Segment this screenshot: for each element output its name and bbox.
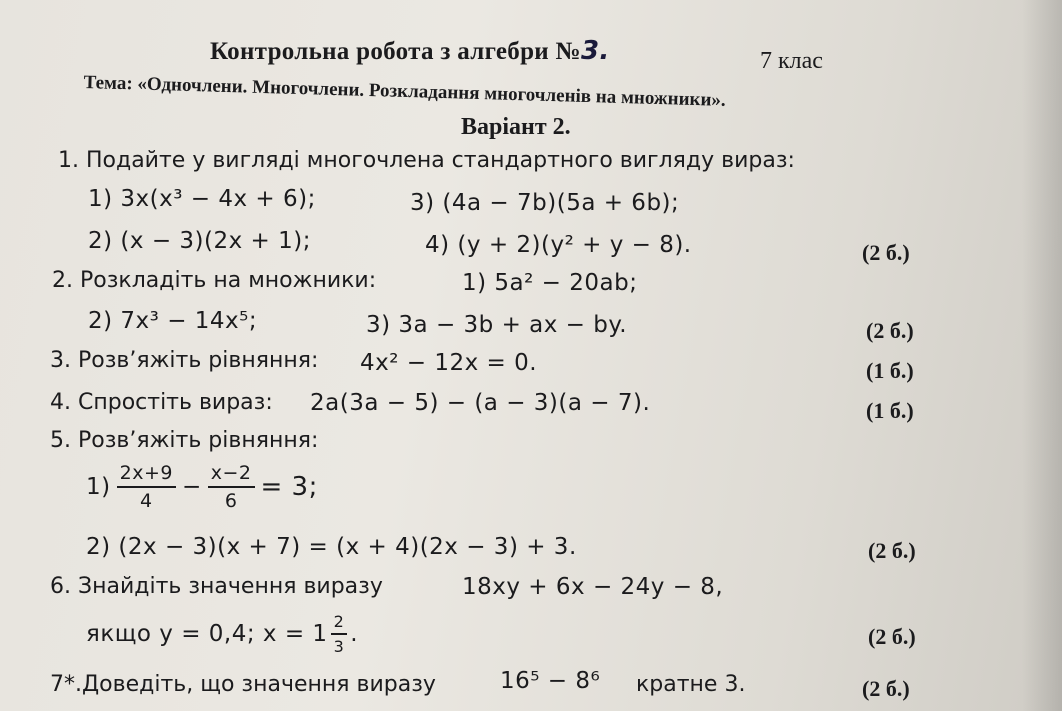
task-7-text: 7*.Доведіть, що значення виразу: [50, 672, 436, 697]
page-shadow: [1022, 0, 1062, 711]
task-6-fraction: [331, 612, 348, 656]
grade-label: 7 клас: [760, 48, 823, 74]
task-7-expr: 16⁵ − 8⁶: [500, 668, 601, 694]
task-2-item-2: 2) 7x³ − 14x⁵;: [88, 308, 258, 334]
task-4-points: (1 б.): [866, 398, 914, 423]
title-number: 3.: [580, 36, 610, 66]
task-4-expr: 2a(3a − 5) − (a − 3)(a − 7).: [310, 390, 651, 416]
task-5-fraction-2: [208, 462, 255, 512]
variant-heading: Варіант 2.: [461, 114, 571, 140]
fraction-2-denominator: 6: [224, 490, 238, 512]
task-1-item-3: 3) (4a − 7b)(5a + 6b);: [410, 190, 680, 216]
task-1-item-2: 2) (x − 3)(2x + 1);: [88, 228, 311, 254]
task-1-text: 1. Подайте у вигляді многочлена стандартного вигляду вираз:: [58, 148, 795, 173]
task-6-condition: [86, 612, 358, 656]
task-4-text: 4. Спростіть вираз:: [50, 390, 273, 415]
task-6-expr: 18xy + 6x − 24y − 8,: [462, 574, 724, 600]
task-1-item-4: 4) (y + 2)(y² + y − 8).: [425, 232, 692, 258]
task-6-fraction-denominator: 3: [333, 637, 345, 656]
task-2-text: 2. Розкладіть на множники:: [52, 268, 377, 293]
task-3-text: 3. Розв’яжіть рівняння:: [50, 348, 319, 373]
task-6-points: (2 б.): [868, 624, 916, 649]
topic-line: Тема: «Одночлени. Многочлени. Розкладання многочленів на множники».: [83, 72, 727, 111]
task-1-item-1: 1) 3x(x³ − 4x + 6);: [88, 186, 316, 212]
task-2-item-3: 3) 3a − 3b + ax − by.: [366, 312, 628, 338]
task-5-item-1-label: 1): [86, 474, 111, 500]
task-2-points: (2 б.): [866, 318, 914, 343]
task-7-points: (2 б.): [862, 676, 910, 701]
task-5-text: 5. Розв’яжіть рівняння:: [50, 428, 319, 453]
task-6-text: 6. Знайдіть значення виразу: [50, 574, 383, 599]
task-3-expr: 4x² − 12x = 0.: [360, 350, 538, 376]
minus-sign: −: [181, 474, 202, 500]
task-1-points: (2 б.): [862, 240, 910, 265]
fraction-1-numerator: 2x+9: [117, 462, 176, 488]
task-5-equation-1: [86, 462, 318, 512]
task-5-fraction-1: [117, 462, 176, 512]
fraction-1-denominator: 4: [139, 490, 153, 512]
task-6-fraction-numerator: 2: [331, 612, 348, 635]
title-text: Контрольна робота з алгебри №: [210, 38, 581, 65]
task-3-points: (1 б.): [866, 358, 914, 383]
task-7-tail: кратне 3.: [636, 672, 746, 697]
task-6-dot: .: [350, 621, 359, 647]
task-6-condition-text: якщо y = 0,4; x = 1: [86, 621, 328, 647]
test-title: [210, 36, 610, 66]
task-5-equation-1-rest: = 3;: [260, 472, 318, 502]
task-5-points: (2 б.): [868, 538, 916, 563]
task-5-item-2: 2) (2x − 3)(x + 7) = (x + 4)(2x − 3) + 3.: [86, 534, 577, 560]
fraction-2-numerator: x−2: [208, 462, 255, 488]
task-2-item-1: 1) 5a² − 20ab;: [462, 270, 638, 296]
